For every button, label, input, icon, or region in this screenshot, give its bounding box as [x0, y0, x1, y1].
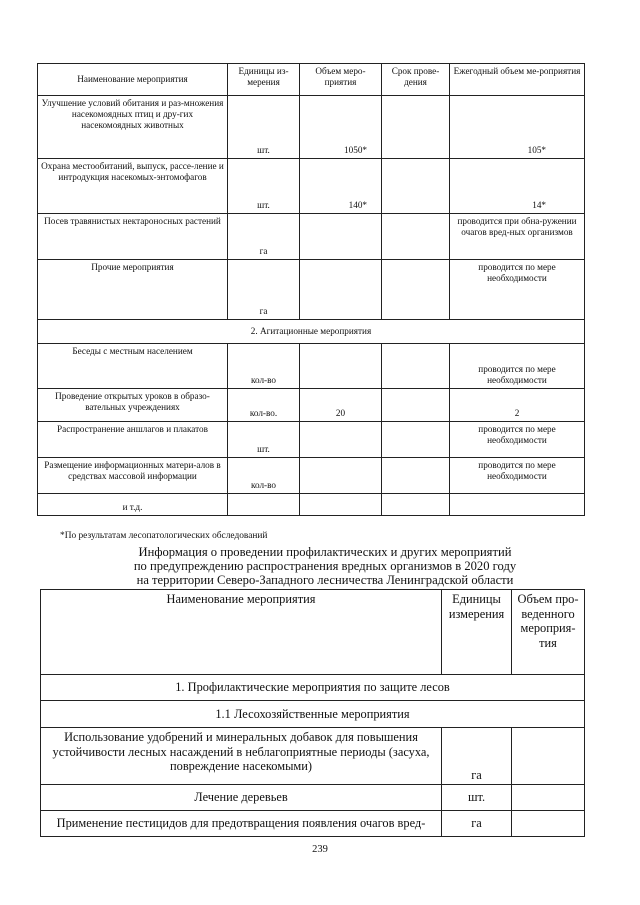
row-annual: проводится по мере необходимости	[450, 458, 585, 494]
section-heading: 1. Профилактические мероприятия по защите лесов	[41, 675, 585, 701]
row-name: и т.д.	[38, 494, 228, 516]
row-name: Лечение деревьев	[41, 785, 442, 811]
row-volume	[512, 785, 585, 811]
row-volume	[300, 260, 382, 320]
section-row	[41, 675, 585, 701]
row-term	[382, 159, 450, 214]
table-row	[38, 458, 585, 494]
row-term	[382, 389, 450, 422]
info-title	[120, 545, 530, 588]
section-row	[38, 320, 585, 344]
info-title-line: на территории Северо-Западного лесничества Ленинградской области	[136, 573, 514, 588]
footnote: *По результатам лесопатологических обследований	[60, 531, 268, 541]
row-unit: кол-во	[228, 344, 300, 389]
row-annual: 2	[450, 389, 585, 422]
row-volume	[300, 344, 382, 389]
row-annual: проводится по мере необходимости	[450, 422, 585, 458]
subsection-heading: 1.1 Лесохозяйственные мероприятия	[41, 701, 585, 728]
col-header-volume: Объем меро-приятия	[300, 64, 382, 96]
col-header-annual: Ежегодный объем ме-роприятия	[450, 64, 585, 96]
row-unit: кол-во.	[228, 389, 300, 422]
row-annual	[450, 494, 585, 516]
row-volume	[300, 494, 382, 516]
measures-table	[37, 63, 585, 516]
row-volume: 1050*	[300, 96, 382, 159]
row-volume	[300, 458, 382, 494]
row-unit: шт.	[442, 785, 512, 811]
row-unit: шт.	[228, 422, 300, 458]
row-name: Беседы с местным населением	[38, 344, 228, 389]
section-heading: 2. Агитационные мероприятия	[38, 320, 585, 344]
row-name: Прочие мероприятия	[38, 260, 228, 320]
row-term	[382, 344, 450, 389]
table-row	[38, 494, 585, 516]
row-term	[382, 458, 450, 494]
row-term	[382, 494, 450, 516]
row-volume	[300, 422, 382, 458]
col-header-term: Срок прове-дения	[382, 64, 450, 96]
row-annual: проводится по мере необходимости	[450, 344, 585, 389]
row-annual: 105*	[450, 96, 585, 159]
row-unit: га	[442, 811, 512, 837]
table-row	[38, 422, 585, 458]
table-header-row	[38, 64, 585, 96]
col-header-unit: Единицы из-мерения	[228, 64, 300, 96]
table-row	[41, 728, 585, 785]
row-name: Распространение аншлагов и плакатов	[38, 422, 228, 458]
row-term	[382, 214, 450, 260]
row-name: Проведение открытых уроков в образо-вательных учреждениях	[38, 389, 228, 422]
row-unit: га	[442, 728, 512, 785]
row-volume: 20	[300, 389, 382, 422]
col-header-name: Наименование мероприятия	[41, 590, 442, 675]
subsection-row	[41, 701, 585, 728]
table-row	[41, 785, 585, 811]
row-unit: га	[228, 214, 300, 260]
row-term	[382, 422, 450, 458]
col-header-volume: Объем про-веденного мероприя-тия	[512, 590, 585, 675]
row-annual: проводится при обна-ружении очагов вред-ных организмов	[450, 214, 585, 260]
row-annual: проводится по мере необходимости	[450, 260, 585, 320]
row-volume	[300, 214, 382, 260]
row-unit: кол-во	[228, 458, 300, 494]
table-row	[38, 214, 585, 260]
row-unit: га	[228, 260, 300, 320]
row-volume	[512, 811, 585, 837]
row-name: Улучшение условий обитания и раз-множения насекомоядных птиц и дру-гих насекомоядных животных	[38, 96, 228, 159]
table-row	[41, 811, 585, 837]
row-name: Применение пестицидов для предотвращения появления очагов вред-	[41, 811, 442, 837]
row-name: Использование удобрений и минеральных добавок для повышения устойчивости лесных насаждений в неблагоприятные периоды (засуха, повреждение насекомыми)	[41, 728, 442, 785]
row-unit: шт.	[228, 96, 300, 159]
page-number: 239	[312, 844, 328, 855]
info-title-line: по предупреждению распространения вредных организмов в 2020 году	[133, 559, 517, 574]
row-name: Посев травянистых нектароносных растений	[38, 214, 228, 260]
row-name: Охрана местообитаний, выпуск, рассе-ление и интродукция насекомых-энтомофагов	[38, 159, 228, 214]
row-annual: 14*	[450, 159, 585, 214]
row-unit	[228, 494, 300, 516]
info-title-line: Информация о проведении профилактических и других мероприятий	[138, 545, 512, 559]
preventive-measures-table	[40, 589, 585, 837]
row-volume: 140*	[300, 159, 382, 214]
row-term	[382, 260, 450, 320]
row-volume	[512, 728, 585, 785]
col-header-unit: Единицы измерения	[442, 590, 512, 675]
table-header-row	[41, 590, 585, 675]
table-row	[38, 344, 585, 389]
col-header-name: Наименование мероприятия	[38, 64, 228, 96]
row-unit: шт.	[228, 159, 300, 214]
table-row	[38, 389, 585, 422]
table-row	[38, 159, 585, 214]
table-row	[38, 260, 585, 320]
row-name: Размещение информационных матери-алов в средствах массовой информации	[38, 458, 228, 494]
row-term	[382, 96, 450, 159]
table-row	[38, 96, 585, 159]
